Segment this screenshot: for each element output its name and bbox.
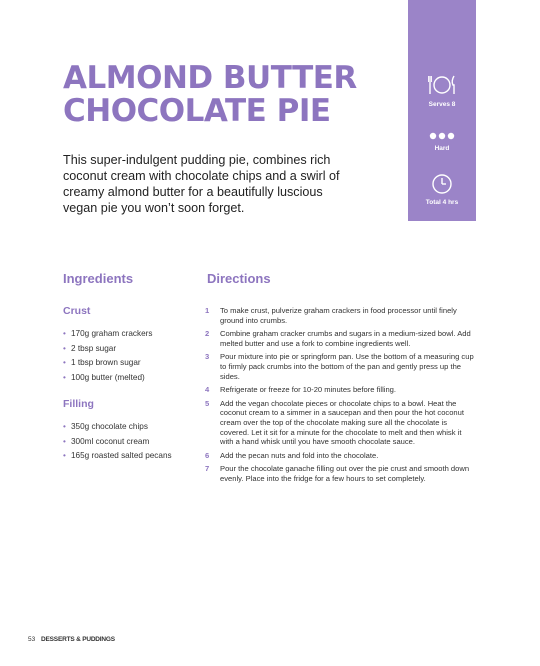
step-text: Refrigerate or freeze for 10-20 minutes before filling. bbox=[220, 385, 397, 395]
crust-heading: Crust bbox=[63, 305, 91, 317]
step-text: Add the vegan chocolate pieces or chocolate chips to a bowl. Heat the coconut cream to a simmer in a saucepan and then pour the hot coconut cream over the top of the chocolate making sure all the chocolate is covered. Let it sit for a minute for the chocolate to melt and then whisk it with a hand whisk until you have smooth chocolate sauce. bbox=[220, 398, 464, 447]
directions-heading: Directions bbox=[207, 271, 271, 286]
step-text: Pour mixture into pie or springform pan. Use the bottom of a measuring cup to firmly pack crumbs into the bottom of the pan and gently press up the sides. bbox=[220, 352, 474, 381]
serves-info bbox=[408, 73, 476, 108]
step-text: Pour the chocolate ganache filling out over the pie crust and smooth down evenly. Place into the fridge for a few hours to set completely. bbox=[220, 464, 470, 483]
difficulty-info bbox=[408, 131, 476, 152]
step-number: 2 bbox=[205, 329, 210, 339]
step-text: Add the pecan nuts and fold into the chocolate. bbox=[220, 450, 379, 460]
step-number: 1 bbox=[205, 306, 210, 315]
list-item: • 2 tbsp sugar bbox=[63, 342, 198, 357]
list-item: • 165g roasted salted pecans bbox=[63, 449, 198, 464]
difficulty-label: Hard bbox=[434, 145, 450, 152]
step-number: 6 bbox=[205, 450, 210, 460]
directions-list bbox=[205, 306, 475, 488]
direction-step bbox=[205, 352, 475, 381]
plate-cutlery-icon bbox=[427, 73, 457, 97]
serves-label: Serves 8 bbox=[428, 101, 456, 108]
time-info bbox=[408, 173, 476, 206]
title-line-1: ALMOND BUTTER bbox=[63, 60, 357, 96]
direction-step bbox=[205, 399, 475, 447]
filling-list bbox=[63, 420, 198, 464]
list-item: • 170g graham crackers bbox=[63, 327, 198, 342]
ingredients-heading: Ingredients bbox=[63, 271, 134, 286]
list-item: • 300ml coconut cream bbox=[63, 435, 198, 450]
step-number: 7 bbox=[205, 464, 210, 474]
direction-step bbox=[205, 451, 475, 461]
direction-step bbox=[205, 306, 475, 325]
crust-list bbox=[63, 327, 198, 385]
clock-icon bbox=[431, 173, 453, 195]
recipe-title bbox=[63, 62, 383, 128]
three-dots-icon bbox=[427, 131, 457, 141]
section-name: DESSERTS & PUDDINGS bbox=[41, 636, 115, 643]
page-footer bbox=[28, 636, 115, 643]
step-number: 4 bbox=[205, 385, 210, 395]
step-text: Combine graham cracker crumbs and sugars in a medium-sized bowl. Add melted butter and use a fork to combine ingredients well. bbox=[220, 329, 471, 348]
list-item: • 1 tbsp brown sugar bbox=[63, 356, 198, 371]
direction-step bbox=[205, 464, 475, 483]
step-number: 3 bbox=[205, 352, 210, 362]
step-text: To make crust, pulverize graham crackers in food processor until finely ground into crumbs. bbox=[220, 306, 457, 325]
list-item: • 100g butter (melted) bbox=[63, 371, 198, 386]
direction-step bbox=[205, 385, 475, 395]
page-number: 53 bbox=[28, 636, 36, 643]
direction-step bbox=[205, 329, 475, 348]
time-label: Total 4 hrs bbox=[425, 199, 459, 206]
filling-heading: Filling bbox=[63, 398, 94, 410]
step-number: 5 bbox=[205, 398, 210, 408]
recipe-intro: This super-indulgent pudding pie, combines rich coconut cream with chocolate chips and a swirl of creamy almond butter for a beautifully luscious vegan pie you won’t soon forget. bbox=[63, 153, 340, 215]
recipe-info-sidebar bbox=[408, 0, 476, 221]
list-item: • 350g chocolate chips bbox=[63, 420, 198, 435]
title-line-2: CHOCOLATE PIE bbox=[63, 93, 331, 129]
